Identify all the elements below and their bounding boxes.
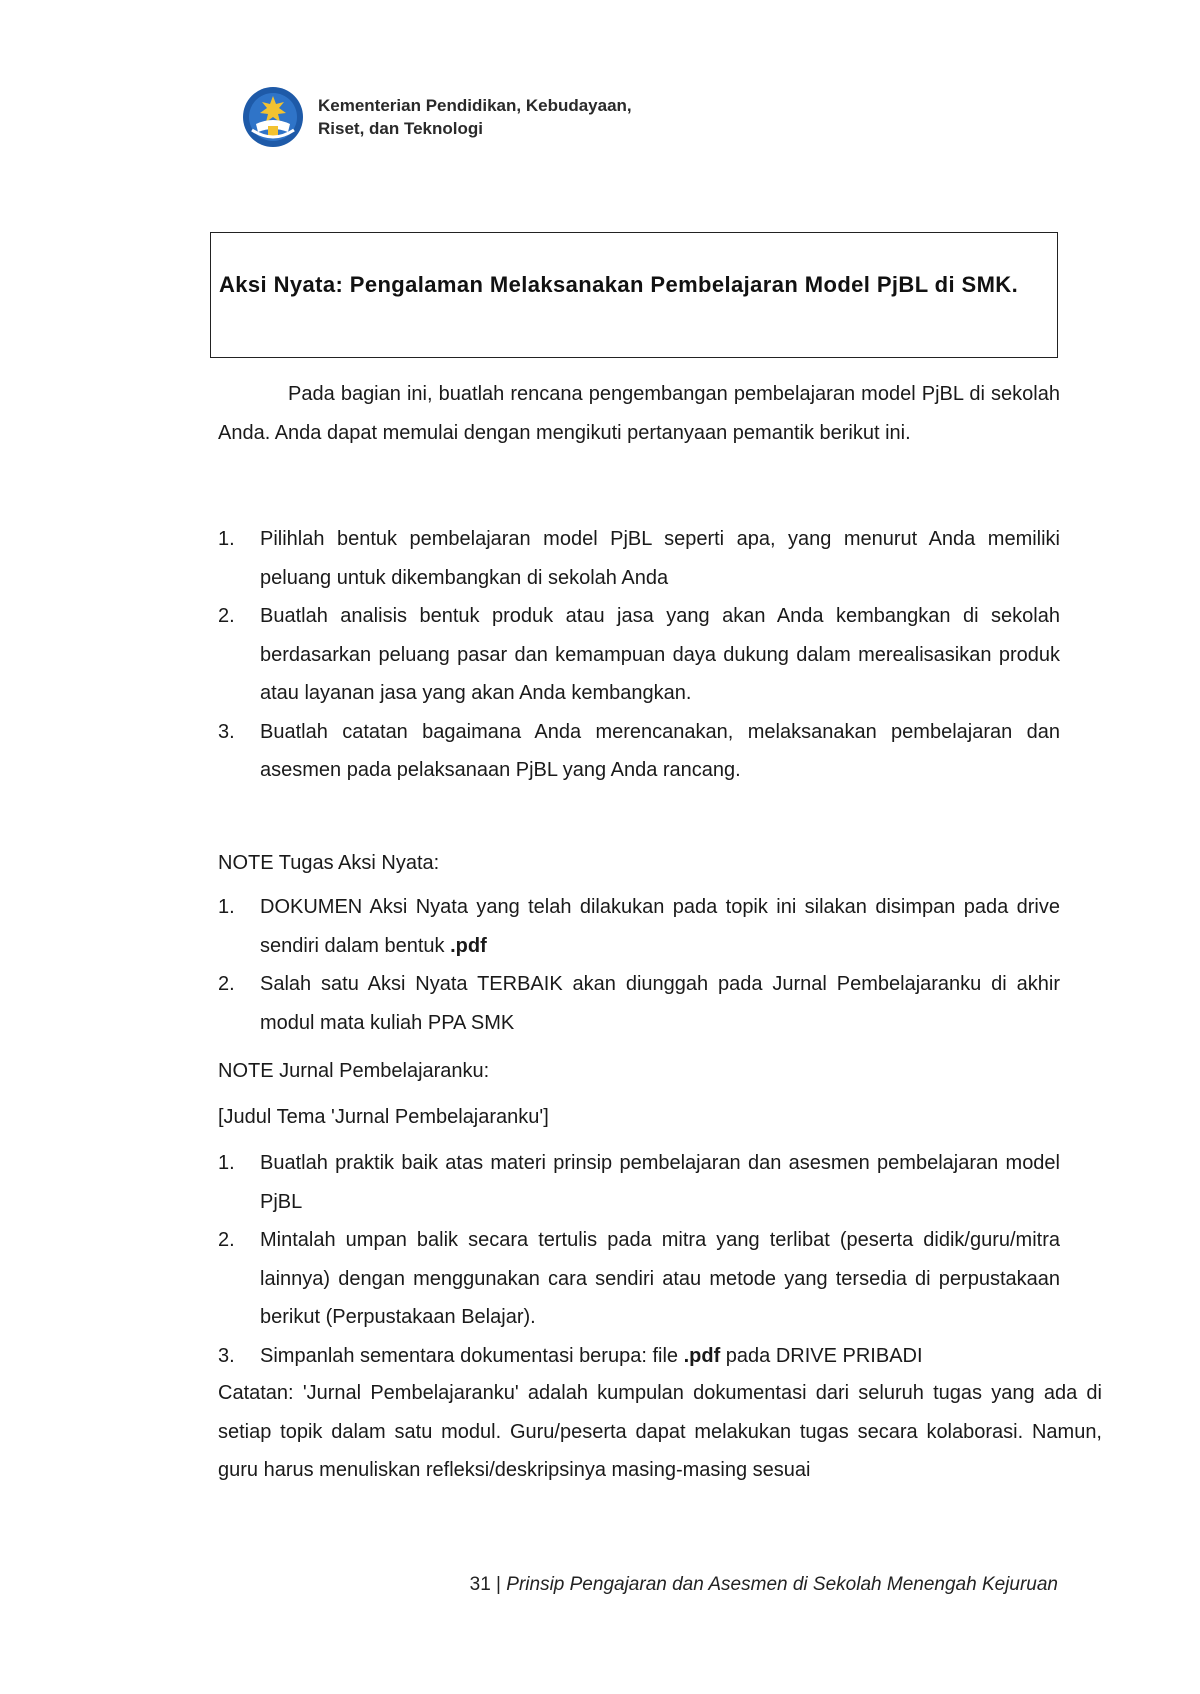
- list-item-text: Mintalah umpan balik secara tertulis pada mitra yang terlibat (peserta didik/guru/mitra lainnya) dengan menggunakan cara sendiri atau metode yang tersedia di perpustakaan berikut (Perpustakaan Belajar).: [260, 1229, 1060, 1328]
- intro-paragraph: Pada bagian ini, buatlah rencana pengembangan pembelajaran model PjBL di sekolah Anda. Anda dapat memulai dengan mengikuti pertanyaan pemantik berikut ini.: [218, 383, 1060, 444]
- tut-wuri-handayani-logo-icon: [242, 86, 304, 148]
- list-item: [218, 597, 1060, 713]
- list-number: 2.: [218, 973, 235, 995]
- note-tugas-list: [218, 888, 1060, 1042]
- list-item-text: Simpanlah sementara dokumentasi berupa: file: [260, 1344, 684, 1367]
- list-item: [218, 965, 1060, 1042]
- list-item: [218, 888, 1060, 965]
- list-item: [218, 1337, 1060, 1376]
- file-format-label: .pdf: [683, 1344, 721, 1367]
- list-item-text: Buatlah analisis bentuk produk atau jasa yang akan Anda kembangkan di sekolah berdasarkan peluang pasar dan kemampuan daya dukung dalam merealisasikan produk atau layanan jasa yang akan Anda kembangkan.: [260, 605, 1060, 704]
- list-number: 1.: [218, 528, 235, 550]
- list-number: 2.: [218, 1229, 235, 1251]
- list-item-text: Buatlah praktik baik atas materi prinsip pembelajaran dan asesmen pembelajaran model PjBL: [260, 1152, 1060, 1213]
- page-number: 31: [469, 1574, 491, 1595]
- list-number: 1.: [218, 1152, 235, 1174]
- list-item-text-after: pada DRIVE PRIBADI: [720, 1344, 923, 1367]
- book-title: Prinsip Pengajaran dan Asesmen di Sekolah Menengah Kejuruan: [506, 1574, 1058, 1595]
- list-item-text: Pilihlah bentuk pembelajaran model PjBL seperti apa, yang menurut Anda memiliki peluang untuk dikembangkan di sekolah Anda: [260, 528, 1060, 589]
- note-tugas-heading: NOTE Tugas Aksi Nyata:: [218, 852, 440, 874]
- note-jurnal-heading: NOTE Jurnal Pembelajaranku:: [218, 1060, 490, 1082]
- list-item-text: Salah satu Aksi Nyata TERBAIK akan diunggah pada Jurnal Pembelajaranku di akhir modul mata kuliah PPA SMK: [260, 973, 1060, 1034]
- list-number: 3.: [218, 720, 235, 743]
- section-title: Aksi Nyata: Pengalaman Melaksanakan Pembelajaran Model PjBL di SMK.: [219, 272, 1019, 297]
- note-jurnal-list: [218, 1144, 1060, 1375]
- title-box: [210, 232, 1058, 358]
- list-item-text: DOKUMEN Aksi Nyata yang telah dilakukan pada topik ini silakan disimpan pada drive sendiri dalam bentuk: [260, 896, 1060, 957]
- ministry-name-line1: Kementerian Pendidikan, Kebudayaan,: [318, 96, 632, 115]
- list-number: 2.: [218, 605, 235, 627]
- list-item: [218, 1144, 1060, 1221]
- ministry-name-line2: Riset, dan Teknologi: [318, 119, 483, 138]
- list-item: [218, 520, 1060, 597]
- ministry-name: [318, 94, 632, 140]
- jurnal-theme-title: [Judul Tema 'Jurnal Pembelajaranku']: [218, 1106, 549, 1128]
- list-item: [218, 713, 1060, 790]
- footer-separator: |: [490, 1574, 507, 1595]
- catatan-paragraph: Catatan: 'Jurnal Pembelajaranku' adalah kumpulan dokumentasi dari seluruh tugas yang ada di setiap topik dalam satu modul. Guru/peserta dapat melakukan tugas secara kolaborasi. Namun, guru harus menuliskan refleksi/deskripsinya masing-masing sesuai: [218, 1382, 1102, 1481]
- page-header: [242, 86, 632, 148]
- list-item-text: Buatlah catatan bagaimana Anda merencanakan, melaksanakan pembelajaran dan asesmen pada pelaksanaan PjBL yang Anda rancang.: [260, 720, 1060, 781]
- guiding-questions-list: [218, 520, 1060, 790]
- list-number: 1.: [218, 896, 235, 918]
- file-format-label: .pdf: [450, 934, 487, 957]
- page-footer: [0, 1572, 1058, 1598]
- list-item: [218, 1221, 1060, 1337]
- list-number: 3.: [218, 1344, 235, 1367]
